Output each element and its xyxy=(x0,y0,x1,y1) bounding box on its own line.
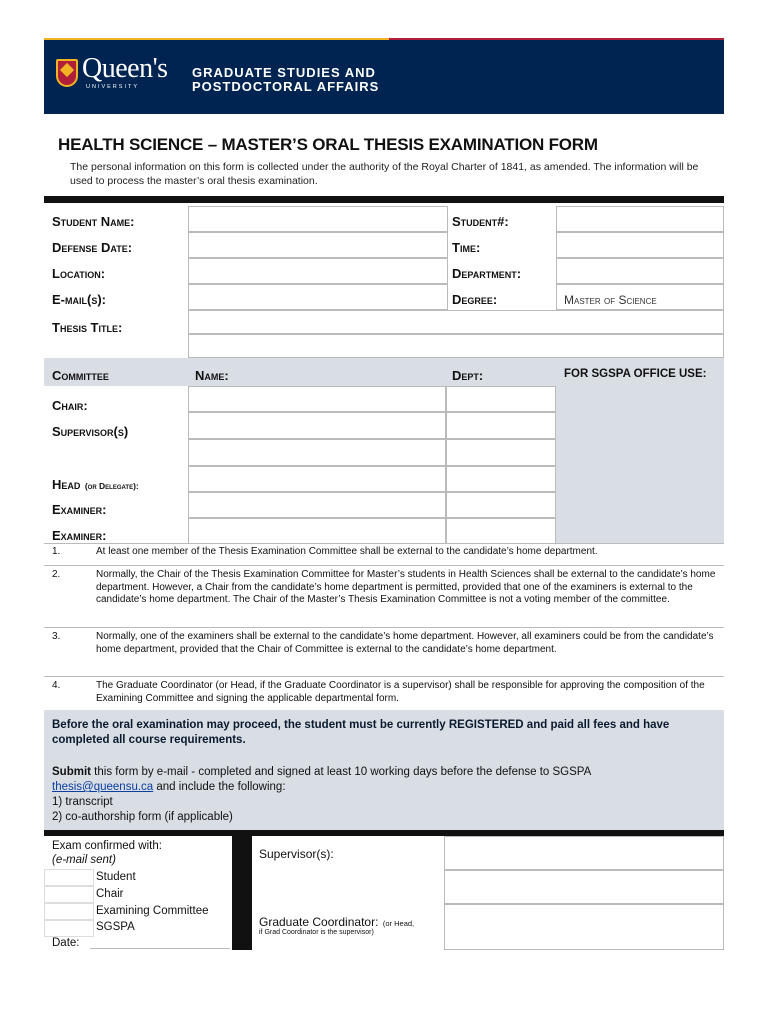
student-number-label: Student#: xyxy=(452,214,509,229)
logo-wordmark: Queen's xyxy=(82,53,168,84)
submit-item-2: 2) co-authorship form (if applicable) xyxy=(52,811,233,823)
student-info-section xyxy=(44,203,724,358)
submit-after-email: and include the following: xyxy=(153,781,286,793)
coordinator-signature-field[interactable] xyxy=(444,904,724,950)
exam-confirmed-heading: Exam confirmed with: xyxy=(52,840,162,852)
logo-subtext: UNIVERSITY xyxy=(86,84,140,90)
chair-check-box[interactable] xyxy=(44,886,94,903)
head-dept-field[interactable] xyxy=(446,466,556,492)
confirm-committee-label: Examining Committee xyxy=(96,905,209,917)
email-sent-note: (e-mail sent) xyxy=(52,854,116,866)
time-label: Time: xyxy=(452,240,481,255)
defense-date-field[interactable] xyxy=(188,232,448,258)
submit-instructions xyxy=(52,765,712,825)
committee-dept-label: Dept: xyxy=(452,368,484,383)
supervisor-label: Supervisor(s) xyxy=(52,424,129,439)
note-1-number: 1. xyxy=(52,546,61,557)
supervisor-dept-field-1[interactable] xyxy=(446,412,556,439)
registration-requirement: Before the oral examination may proceed, the student must be currently REGISTERED and paid all fees and have completed all course requirements. xyxy=(52,719,670,746)
examiner-2-dept-field[interactable] xyxy=(446,518,556,544)
form-title: HEALTH SCIENCE – MASTER’S ORAL THESIS EXAMINATION FORM xyxy=(58,135,598,154)
email-label: E-mail(s): xyxy=(52,292,106,307)
note-4 xyxy=(44,676,724,710)
student-name-field[interactable] xyxy=(188,206,448,232)
sgspa-check-box[interactable] xyxy=(44,920,94,937)
note-2-text: Normally, the Chair of the Thesis Examination Committee for Master’s students in Health Sciences shall be external to the candidate’s home department. However, a Chair from the candidate’s home department is permitted, provided that one of the examiners is external to the candidate’s home department. The Chair of the Master’s Thesis Examination Committee is not a voting member of the committee. xyxy=(96,569,716,605)
examiner-2-name-field[interactable] xyxy=(188,518,446,544)
confirm-student-label: Student xyxy=(96,871,136,883)
section-rule xyxy=(44,196,724,203)
department-label: Department: xyxy=(452,266,522,281)
head-name-field[interactable] xyxy=(188,466,446,492)
confirm-divider-bar xyxy=(232,836,252,950)
committee-label: Committee xyxy=(52,368,109,383)
head-label-group xyxy=(52,476,139,494)
head-label: Head xyxy=(52,477,81,492)
date-label: Date: xyxy=(52,937,80,949)
date-field[interactable] xyxy=(90,948,230,949)
head-sublabel: (or Delegate): xyxy=(84,481,139,491)
coordinator-label: Graduate Coordinator: xyxy=(259,915,379,929)
note-1-text: At least one member of the Thesis Examination Committee shall be external to the candidate’s home department. xyxy=(96,546,598,557)
defense-date-label: Defense Date: xyxy=(52,240,133,255)
office-use-label: FOR SGSPA OFFICE USE: xyxy=(564,368,707,380)
degree-label: Degree: xyxy=(452,292,498,307)
student-name-label: Student Name: xyxy=(52,214,135,229)
submit-text: this form by e-mail - completed and signed at least 10 working days before the defense to SGSPA xyxy=(90,766,592,778)
dept-name-line1: GRADUATE STUDIES AND xyxy=(192,65,376,80)
office-use-column xyxy=(556,386,724,544)
coordinator-note: if Grad Coordinator is the supervisor) xyxy=(259,929,374,936)
location-field[interactable] xyxy=(188,258,448,284)
location-label: Location: xyxy=(52,266,106,281)
note-4-number: 4. xyxy=(52,680,61,691)
dept-name-line2: POSTDOCTORAL AFFAIRS xyxy=(192,79,380,94)
email-field[interactable] xyxy=(188,284,448,310)
thesis-title-field-2[interactable] xyxy=(188,334,724,358)
examiner-1-label: Examiner: xyxy=(52,502,107,517)
supervisor-name-field-2[interactable] xyxy=(188,439,446,466)
chair-name-field[interactable] xyxy=(188,386,446,412)
submit-bold: Submit xyxy=(52,766,91,778)
note-3-number: 3. xyxy=(52,631,61,642)
submit-item-1: 1) transcript xyxy=(52,796,113,808)
thesis-email-link[interactable]: thesis@queensu.ca xyxy=(52,781,154,793)
supervisor-signature-field-2[interactable] xyxy=(444,870,724,904)
student-check-box[interactable] xyxy=(44,869,94,886)
confirm-sgspa-label: SGSPA xyxy=(96,921,135,933)
chair-label: Chair: xyxy=(52,398,88,413)
examiner-1-dept-field[interactable] xyxy=(446,492,556,518)
supervisor-signature-label: Supervisor(s): xyxy=(259,847,334,861)
chair-dept-field[interactable] xyxy=(446,386,556,412)
examiner-1-name-field[interactable] xyxy=(188,492,446,518)
student-number-field[interactable] xyxy=(556,206,724,232)
note-2 xyxy=(44,565,724,627)
note-4-text: The Graduate Coordinator (or Head, if the Graduate Coordinator is a supervisor) shall be responsible for approving the composition of the Examining Committee and signing the applicable departmental form. xyxy=(96,680,705,704)
time-field[interactable] xyxy=(556,232,724,258)
examiner-2-label: Examiner: xyxy=(52,528,107,543)
supervisor-name-field-1[interactable] xyxy=(188,412,446,439)
note-3 xyxy=(44,627,724,676)
thesis-title-field-1[interactable] xyxy=(188,310,724,334)
department-field[interactable] xyxy=(556,258,724,284)
coordinator-paren: (or Head, xyxy=(382,919,415,928)
note-3-text: Normally, one of the examiners shall be external to the candidate’s home department. However, all examiners could be from the candidate’s home department, provided that the Chair of Committee is external to the candidate’s home department. xyxy=(96,631,714,655)
note-2-number: 2. xyxy=(52,569,61,580)
note-1 xyxy=(44,543,724,565)
privacy-notice: The personal information on this form is collected under the authority of the Royal Charter of 1841, as amended. The information will be used to process the master’s oral thesis examination. xyxy=(70,161,699,187)
committee-name-label: Name: xyxy=(195,368,229,383)
confirm-chair-label: Chair xyxy=(96,888,124,900)
thesis-title-label: Thesis Title: xyxy=(52,320,123,335)
supervisor-dept-field-2[interactable] xyxy=(446,439,556,466)
supervisor-signature-field[interactable] xyxy=(444,836,724,870)
committee-check-box[interactable] xyxy=(44,903,94,920)
degree-value: Master of Science xyxy=(564,293,657,307)
